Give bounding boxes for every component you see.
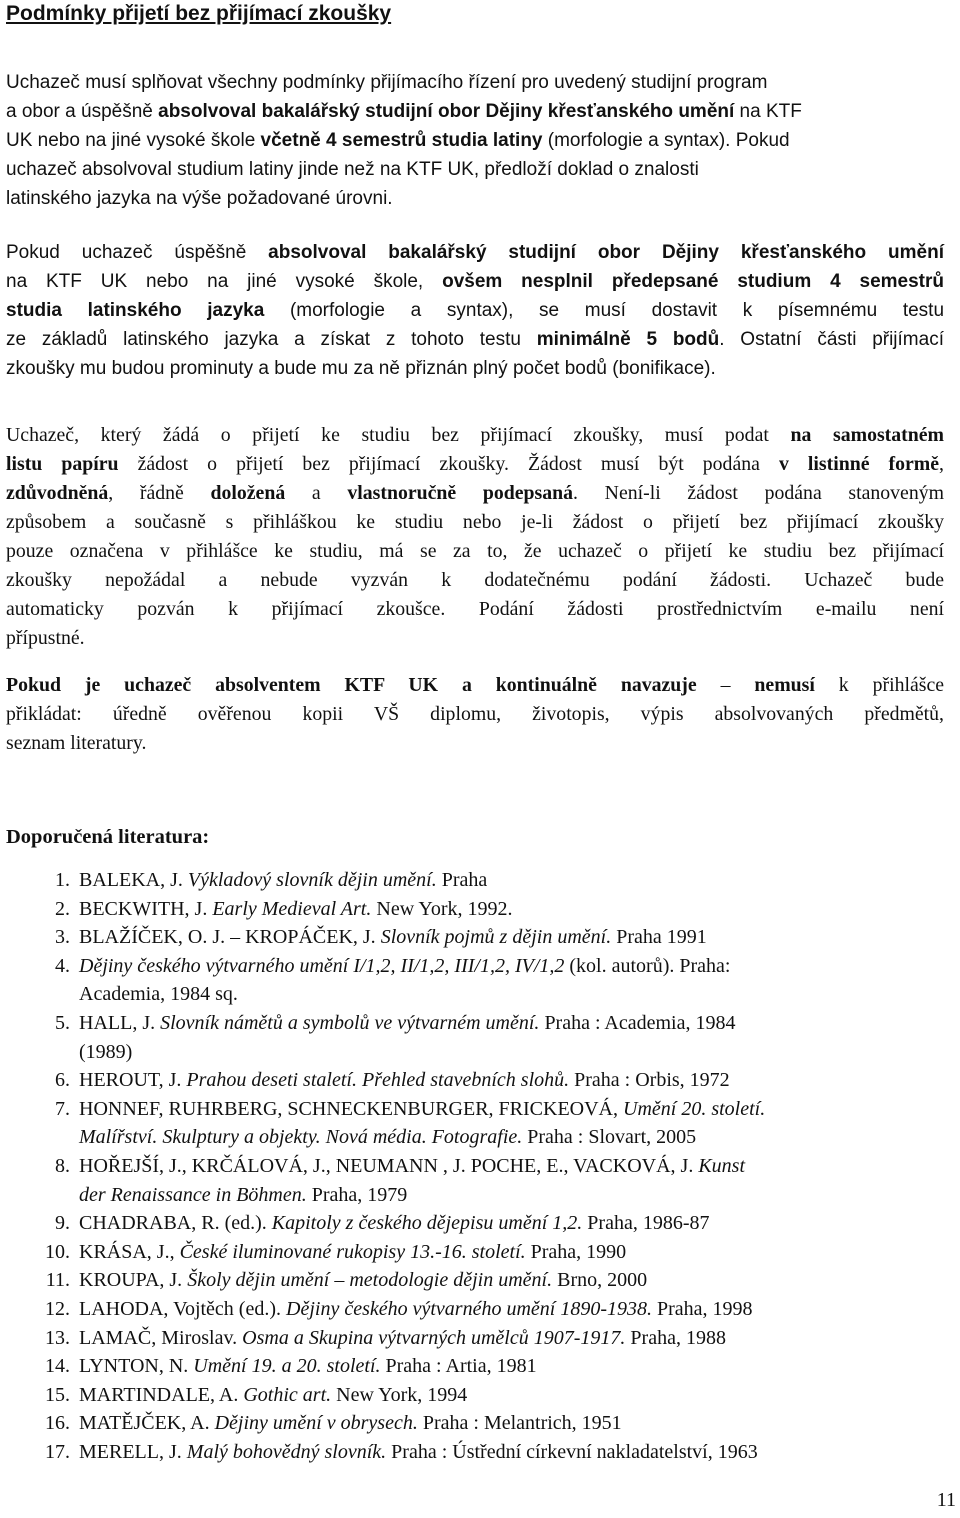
ref-title: České iluminované rukopisy 13.-16. století. (179, 1240, 526, 1263)
list-number: 5. (55, 1011, 70, 1034)
ref-title: Gothic art. (243, 1383, 332, 1406)
ref-title: Umění 19. a 20. století. (193, 1355, 381, 1378)
bold-span: v listinné formě (778, 453, 940, 475)
text-span: na KTF UK nebo na jiné vysoké škole, (6, 271, 443, 292)
ref-author: KROUPA, J. (79, 1269, 188, 1292)
list-number: 4. (55, 954, 70, 977)
text-line: uchazeč absolvoval studium latiny jinde než na KTF UK, předloží doklad o znalosti (6, 159, 699, 180)
ref-publication-continued: (1989) (79, 1040, 133, 1063)
ref-author: BALEKA, J. (79, 869, 188, 891)
paragraph-application (6, 421, 944, 653)
ref-author: MARTINDALE, A. (79, 1383, 244, 1406)
paragraph-conditions (6, 68, 944, 213)
list-number: 15. (45, 1383, 70, 1406)
text-span: ze základů latinského jazyka a získat z tohoto testu (6, 329, 537, 350)
literature-title: Doporučená literatura: (6, 826, 210, 848)
bold-span: včetně 4 semestrů studia latiny (260, 130, 543, 151)
ref-author: LAMAČ, Miroslav. (79, 1326, 243, 1349)
text-span: na KTF (734, 101, 802, 122)
bold-span: vlastnoručně podepsaná (347, 482, 574, 504)
ref-publication: Praha : Artia, 1981 (380, 1355, 537, 1378)
literature-item (6, 923, 944, 952)
list-number: 2. (55, 897, 70, 920)
paragraph-latin-test (6, 238, 944, 383)
text-span: , řádně (108, 482, 211, 504)
ref-title: Malý bohovědný slovník. (186, 1440, 387, 1463)
bold-span: absolvoval bakalářský studijní obor Dějiny křesťanského umění (268, 242, 944, 263)
bold-span: Pokud je uchazeč absolventem KTF UK a kontinuálně navazuje (6, 674, 697, 696)
text-line (6, 479, 944, 508)
text-line (6, 325, 944, 354)
ref-publication: Praha : Academia, 1984 (539, 1011, 736, 1034)
bold-span: doložená (210, 482, 286, 504)
text-line: latinského jazyka na výše požadované úrovni. (6, 188, 393, 209)
literature-item (6, 952, 944, 1009)
ref-title: Slovník pojmů z dějin umění. (380, 926, 612, 949)
ref-publication-continued: Praha, 1979 (306, 1183, 408, 1206)
text-span: k přihlášce (814, 674, 945, 696)
text-span: žádost o přijetí bez přijímací zkoušky. Žádost musí být podána (118, 453, 779, 475)
text-line (6, 238, 944, 267)
ref-publication: Brno, 2000 (552, 1269, 648, 1292)
ref-publication: Praha (436, 869, 488, 891)
ref-author: MERELL, J. (79, 1440, 187, 1463)
ref-author: KRÁSA, J., (79, 1240, 180, 1263)
text-span: a (285, 482, 348, 504)
ref-publication: Praha, 1998 (652, 1297, 753, 1320)
text-line (6, 450, 944, 479)
ref-title: Umění 20. století. (623, 1097, 766, 1120)
bold-span: zdůvodněná (6, 482, 109, 504)
text-span: Pokud uchazeč úspěšně (6, 242, 269, 263)
literature-item (6, 1238, 944, 1267)
literature-item (6, 866, 944, 895)
ref-publication: Praha, 1990 (525, 1240, 627, 1263)
list-number: 1. (55, 869, 70, 891)
text-line: způsobem a současně s přihláškou ke studiu nebo je-li žádost o přijetí bez přijímací zkoušky (6, 511, 944, 533)
ref-title: Kapitoly z českého dějepisu umění 1,2. (271, 1212, 583, 1235)
bold-span: studia latinského jazyka (6, 300, 265, 321)
ref-author: HONNEF, RUHRBERG, SCHNECKENBURGER, FRICKEOVÁ, (79, 1097, 624, 1120)
ref-author: HEROUT, J. (79, 1069, 187, 1092)
literature-item (6, 1438, 944, 1467)
text-line: zkoušky mu budou prominuty a bude mu za ně přiznán plný počet bodů (bonifikace). (6, 358, 716, 379)
list-number: 11. (45, 1269, 70, 1292)
text-line: přikládat: úředně ověřenou kopii VŠ diplomu, životopis, výpis absolvovaných předmětů, (6, 703, 944, 725)
ref-title: Školy dějin umění – metodologie dějin umění. (187, 1269, 553, 1292)
ref-author: BLAŽÍČEK, O. J. – KROPÁČEK, J. (79, 926, 381, 949)
list-number: 13. (45, 1326, 70, 1349)
ref-title: Prahou deseti staletí. Přehled stavebních slohů. (186, 1069, 570, 1092)
ref-title: Dějiny českého výtvarného umění I/1,2, II/1,2, III/1,2, IV/1,2 (79, 954, 565, 977)
ref-title: Slovník námětů a symbolů ve výtvarném umění. (160, 1011, 540, 1034)
ref-author: MATĚJČEK, A. (79, 1412, 215, 1435)
literature-item (6, 1209, 944, 1238)
literature-item (6, 1381, 944, 1410)
bold-span: na samostatném (790, 424, 944, 446)
text-span: Uchazeč, který žádá o přijetí ke studiu bez přijímací zkoušky, musí podat (6, 424, 791, 446)
text-line (6, 296, 944, 325)
literature-item (6, 1352, 944, 1381)
bold-span: nemusí (754, 674, 815, 696)
text-span: . Ostatní části přijímací (719, 329, 944, 350)
ref-author: HALL, J. (79, 1011, 161, 1034)
text-span: (morfologie a syntax), se musí dostavit k písemnému testu (264, 300, 945, 321)
list-number: 7. (55, 1097, 70, 1120)
list-number: 16. (45, 1412, 70, 1435)
text-span: (morfologie a syntax). Pokud (542, 130, 790, 151)
text-span: UK nebo na jiné vysoké škole (6, 130, 261, 151)
ref-publication-continued: Academia, 1984 sq. (79, 983, 238, 1006)
ref-publication: Praha : Melantrich, 1951 (417, 1412, 622, 1435)
paragraph-graduates (6, 671, 944, 758)
bold-span: absolvoval bakalářský studijní obor Dějiny křesťanského umění (158, 101, 735, 122)
ref-publication: Praha : Ústřední církevní nakladatelství, 1963 (386, 1440, 758, 1463)
ref-publication: Praha, 1986-87 (582, 1212, 710, 1235)
bold-span: listu papíru (6, 453, 119, 475)
bold-span: ovšem nesplnil předepsané studium 4 semestrů (442, 271, 945, 292)
text-line (6, 421, 944, 450)
literature-item (6, 1066, 944, 1095)
ref-author: LYNTON, N. (79, 1355, 194, 1378)
ref-title: Early Medieval Art. (212, 897, 372, 920)
list-number: 14. (45, 1355, 70, 1378)
literature-item (6, 1095, 944, 1152)
literature-item (6, 1009, 944, 1066)
literature-item (6, 1152, 944, 1209)
bold-span: minimálně 5 bodů (536, 329, 720, 350)
ref-title: Dějiny umění v obrysech. (214, 1412, 418, 1435)
text-line (6, 97, 944, 126)
literature-item (6, 895, 944, 924)
literature-item (6, 1409, 944, 1438)
text-line (6, 671, 944, 700)
ref-publication: Praha : Orbis, 1972 (569, 1069, 730, 1092)
page-number: 11 (936, 1489, 956, 1511)
text-line: pouze označena v přihlášce ke studiu, má se za to, že uchazeč o přijetí ke studiu bez přijímací (6, 540, 944, 562)
ref-author: BECKWITH, J. (79, 897, 213, 920)
list-number: 3. (55, 926, 70, 949)
text-span: , (939, 453, 944, 475)
ref-publication: New York, 1994 (331, 1383, 468, 1406)
ref-title: Kunst (698, 1154, 746, 1177)
ref-author: HOŘEJŠÍ, J., KRČÁLOVÁ, J., NEUMANN , J. POCHE, E., VACKOVÁ, J. (79, 1154, 699, 1177)
text-line: automaticky pozván k přijímací zkoušce. Podání žádosti prostřednictvím e-mailu není (6, 598, 944, 620)
ref-title-continued: Malířství. Skulptury a objekty. Nová média. Fotografie. (79, 1126, 523, 1149)
list-number: 10. (45, 1240, 70, 1263)
literature-item (6, 1295, 944, 1324)
list-number: 17. (45, 1440, 70, 1463)
literature-list (6, 866, 944, 1466)
ref-publication: New York, 1992. (371, 897, 513, 920)
text-span: a obor a úspěšně (6, 101, 159, 122)
text-line: Uchazeč musí splňovat všechny podmínky přijímacího řízení pro uvedený studijní program (6, 72, 768, 93)
ref-title-continued: der Renaissance in Böhmen. (79, 1183, 307, 1206)
literature-item (6, 1324, 944, 1353)
ref-author: LAHODA, Vojtěch (ed.). (79, 1297, 287, 1320)
ref-publication: Praha, 1988 (625, 1326, 726, 1349)
ref-title: Osma a Skupina výtvarných umělců 1907-1917. (242, 1326, 626, 1349)
list-number: 8. (55, 1154, 70, 1177)
text-line: přípustné. (6, 627, 85, 649)
text-line (6, 126, 944, 155)
text-line: seznam literatury. (6, 732, 147, 754)
ref-title: Dějiny českého výtvarného umění 1890-1938. (286, 1297, 653, 1320)
ref-author: CHADRABA, R. (ed.). (79, 1212, 272, 1235)
text-span: . Není-li žádost podána stanoveným (573, 482, 944, 504)
literature-item (6, 1266, 944, 1295)
ref-title: Výkladový slovník dějin umění. (187, 869, 437, 891)
page-heading: Podmínky přijetí bez přijímací zkoušky (6, 2, 392, 25)
text-span: – (696, 674, 755, 696)
text-line (6, 267, 944, 296)
list-number: 9. (55, 1212, 70, 1235)
ref-publication: (kol. autorů). Praha: (564, 954, 731, 977)
ref-publication: Praha 1991 (611, 926, 707, 949)
list-number: 6. (55, 1069, 70, 1092)
text-line: zkoušky nepožádal a nebude vyzván k dodatečnému podání žádosti. Uchazeč bude (6, 569, 944, 591)
list-number: 12. (45, 1297, 70, 1320)
ref-publication-continued: Praha : Slovart, 2005 (522, 1126, 697, 1149)
